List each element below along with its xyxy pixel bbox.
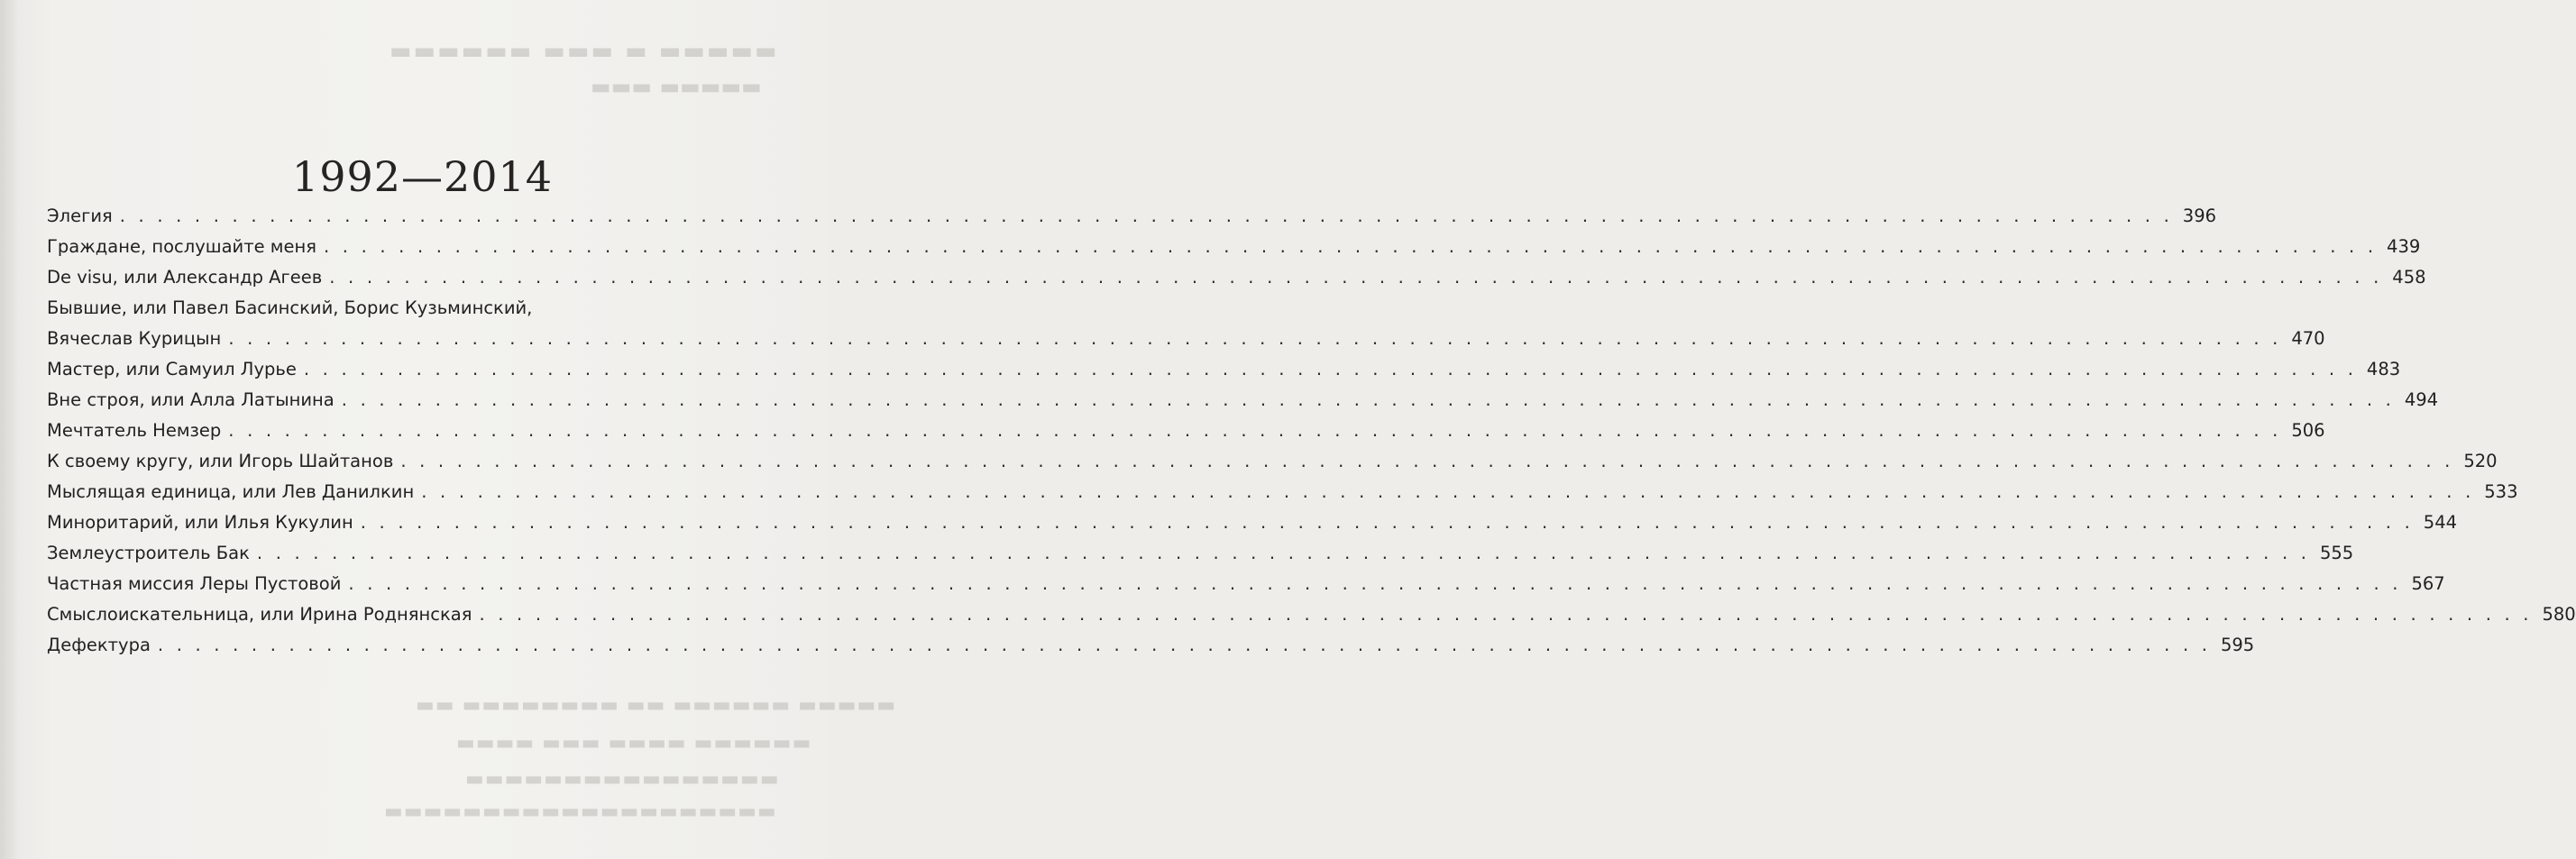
toc-entry bbox=[47, 297, 714, 328]
toc-leader-dots bbox=[324, 236, 2377, 257]
toc-entry-page-number: 544 bbox=[2423, 512, 2458, 533]
toc-leader-dots bbox=[348, 573, 2401, 594]
toc-leader-dots bbox=[329, 267, 2382, 288]
toc-leader-dots bbox=[257, 543, 2310, 563]
toc-entry-title: Бывшие, или Павел Басинский, Борис Кузьминский, bbox=[47, 297, 533, 318]
toc-entry-title: Мыслящая единица, или Лев Данилкин bbox=[47, 481, 415, 502]
toc-entry bbox=[47, 206, 2217, 236]
toc-entry bbox=[47, 359, 2401, 389]
toc-leader-dots bbox=[361, 512, 2414, 533]
toc-entry-title: De visu, или Александр Агеев bbox=[47, 267, 323, 288]
toc-entry bbox=[47, 543, 2354, 573]
section-heading: 1992—2014 bbox=[291, 151, 554, 201]
toc-entry-page-number: 396 bbox=[2182, 206, 2217, 226]
toc-leader-dots bbox=[228, 328, 2281, 349]
toc-entry-page-number: 494 bbox=[2404, 389, 2439, 410]
toc-entry-page-number: 555 bbox=[2319, 543, 2354, 563]
toc-entry-title: Дефектура bbox=[47, 635, 151, 655]
toc-entry-title: Граждане, послушайте меня bbox=[47, 236, 316, 257]
bleed-through-decoration: ▬▬▬▬▬▬▬▬▬▬▬▬▬▬▬▬▬▬▬▬ bbox=[383, 800, 776, 823]
toc-entry bbox=[47, 481, 2518, 512]
toc-entry-title: Мечтатель Немзер bbox=[47, 420, 222, 441]
toc-entry-title: К своему кругу, или Игорь Шайтанов bbox=[47, 451, 394, 471]
toc-entry-page-number: 483 bbox=[2366, 359, 2401, 379]
bleed-through-decoration: ▬▬▬▬▬▬ ▬▬▬▬ ▬▬▬ ▬▬▬▬ bbox=[455, 732, 811, 754]
toc-entry bbox=[47, 420, 2325, 451]
table-of-contents bbox=[47, 206, 2576, 665]
toc-entry bbox=[47, 604, 2576, 635]
toc-entry-page-number: 506 bbox=[2291, 420, 2325, 441]
toc-entry bbox=[47, 267, 2426, 297]
toc-leader-dots bbox=[120, 206, 2173, 226]
toc-leader-dots bbox=[421, 481, 2474, 502]
toc-entry-title: Мастер, или Самуил Лурье bbox=[47, 359, 297, 379]
toc-entry-page-number: 567 bbox=[2411, 573, 2445, 594]
toc-entry-title: Частная миссия Леры Пустовой bbox=[47, 573, 342, 594]
toc-entry-title: Вячеслав Курицын bbox=[47, 328, 222, 349]
toc-entry-title: Миноритарий, или Илья Кукулин bbox=[47, 512, 353, 533]
bleed-through-decoration: ▬▬▬▬▬▬▬▬▬▬▬▬▬▬▬▬ bbox=[464, 768, 779, 790]
toc-leader-dots bbox=[304, 359, 2357, 379]
toc-entry-title: Землеустроитель Бак bbox=[47, 543, 250, 563]
toc-entry bbox=[47, 512, 2458, 543]
toc-leader-dots bbox=[228, 420, 2281, 441]
toc-entry bbox=[47, 236, 2421, 267]
toc-entry bbox=[47, 328, 2325, 359]
toc-entry-page-number: 458 bbox=[2392, 267, 2426, 288]
toc-leader-dots bbox=[400, 451, 2453, 471]
toc-leader-dots bbox=[342, 389, 2395, 410]
toc-entry-page-number: 439 bbox=[2387, 236, 2421, 257]
bleed-through-decoration: ▬▬▬▬▬ ▬▬▬ bbox=[591, 74, 762, 99]
bleed-through-decoration: ▬▬▬▬▬ ▬▬▬▬▬▬ ▬▬ ▬▬▬▬▬▬▬▬ ▬▬ bbox=[415, 694, 896, 717]
toc-entry bbox=[47, 389, 2439, 420]
toc-entry bbox=[47, 451, 2498, 481]
toc-entry-page-number: 580 bbox=[2542, 604, 2576, 625]
toc-entry-title: Элегия bbox=[47, 206, 113, 226]
toc-entry-title: Вне строя, или Алла Латынина bbox=[47, 389, 335, 410]
toc-entry bbox=[47, 635, 2255, 665]
toc-entry-page-number: 470 bbox=[2291, 328, 2325, 349]
bleed-through-decoration: ▬▬▬▬▬ ▬ ▬▬▬ ▬▬▬▬▬▬ bbox=[388, 38, 777, 65]
toc-entry-page-number: 595 bbox=[2220, 635, 2255, 655]
toc-entry-title: Смыслоискательница, или Ирина Роднянская bbox=[47, 604, 472, 625]
toc-leader-dots bbox=[158, 635, 2211, 655]
toc-entry-page-number: 533 bbox=[2484, 481, 2518, 502]
toc-entry bbox=[47, 573, 2445, 604]
toc-entry-page-number: 520 bbox=[2463, 451, 2498, 471]
toc-leader-dots bbox=[479, 604, 2532, 625]
